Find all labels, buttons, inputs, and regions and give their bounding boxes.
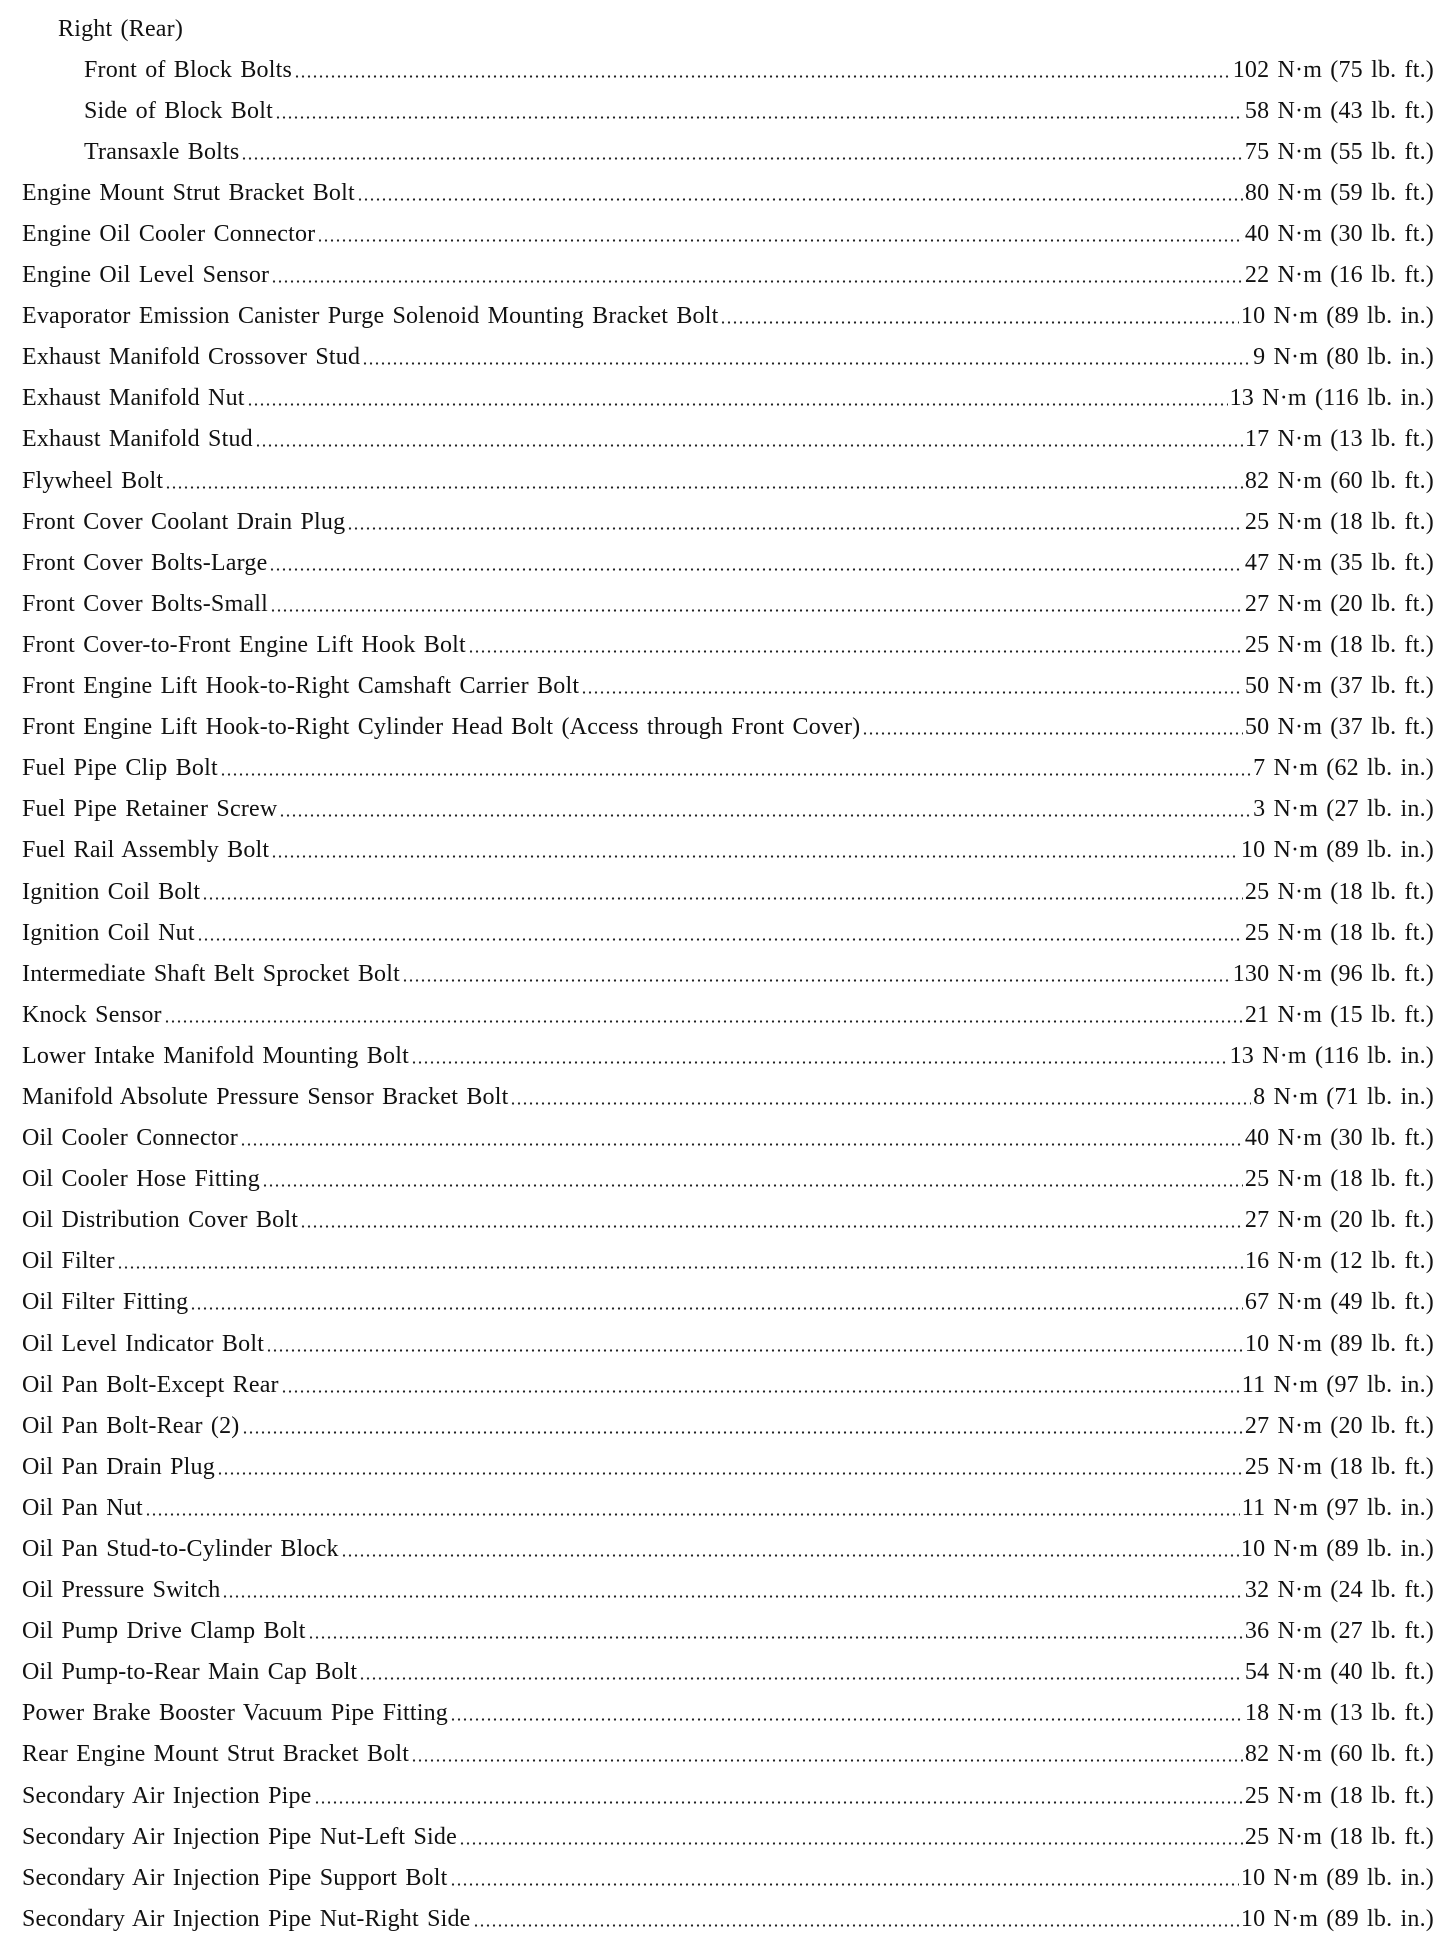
spec-label: Knock Sensor (22, 1001, 162, 1028)
spec-label: Intermediate Shaft Belt Sprocket Bolt (22, 960, 400, 987)
dot-leader (275, 99, 1243, 123)
dot-leader (145, 1496, 1240, 1520)
dot-leader (581, 674, 1243, 698)
dot-leader (411, 1044, 1228, 1068)
spec-value: 13 N·m (116 lb. in.) (1229, 385, 1434, 412)
dot-leader (359, 1660, 1243, 1684)
dot-leader (473, 1907, 1239, 1931)
spec-label: Secondary Air Injection Pipe Nut-Right Side (22, 1905, 471, 1932)
spec-value: 50 N·m (37 lb. ft.) (1244, 714, 1434, 741)
dot-leader (468, 633, 1243, 657)
spec-row-9 (22, 378, 1434, 419)
spec-value: 54 N·m (40 lb. ft.) (1244, 1659, 1434, 1686)
spec-label: Engine Oil Cooler Connector (22, 221, 316, 248)
dot-leader (862, 715, 1243, 739)
spec-label: Power Brake Booster Vacuum Pipe Fitting (22, 1700, 448, 1727)
dot-leader (314, 1784, 1243, 1808)
spec-row-23 (22, 953, 1434, 994)
spec-row-1 (22, 49, 1434, 90)
spec-row-37 (22, 1528, 1434, 1569)
spec-label: Evaporator Emission Canister Purge Solenoid Mounting Bracket Bolt (22, 303, 719, 330)
spec-label: Secondary Air Injection Pipe Nut-Left Side (22, 1823, 457, 1850)
spec-row-34 (22, 1405, 1434, 1446)
spec-label: Front Cover Bolts-Small (22, 590, 268, 617)
spec-row-42 (22, 1734, 1434, 1775)
dot-leader (255, 427, 1243, 451)
spec-label: Front Cover Bolts-Large (22, 549, 268, 576)
dot-leader (347, 510, 1243, 534)
dot-leader (190, 1290, 1243, 1314)
spec-label: Oil Filter (22, 1248, 115, 1275)
spec-value: 25 N·m (18 lb. ft.) (1244, 1453, 1434, 1480)
spec-label: Oil Pan Drain Plug (22, 1453, 215, 1480)
spec-value: 27 N·m (20 lb. ft.) (1244, 1412, 1434, 1439)
spec-value: 21 N·m (15 lb. ft.) (1244, 1001, 1434, 1028)
spec-row-33 (22, 1364, 1434, 1405)
dot-leader (164, 1003, 1243, 1027)
spec-value: 75 N·m (55 lb. ft.) (1244, 138, 1434, 165)
spec-row-31 (22, 1282, 1434, 1323)
spec-value: 32 N·m (24 lb. ft.) (1244, 1577, 1434, 1604)
spec-value: 11 N·m (97 lb. in.) (1241, 1494, 1434, 1521)
spec-row-8 (22, 337, 1434, 378)
spec-row-19 (22, 789, 1434, 830)
spec-value: 58 N·m (43 lb. ft.) (1244, 97, 1434, 124)
dot-leader (281, 1373, 1240, 1397)
spec-row-18 (22, 748, 1434, 789)
spec-row-38 (22, 1570, 1434, 1611)
spec-label: Oil Cooler Hose Fitting (22, 1166, 260, 1193)
spec-label: Lower Intake Manifold Mounting Bolt (22, 1042, 409, 1069)
spec-label: Fuel Pipe Retainer Screw (22, 796, 278, 823)
dot-leader (357, 181, 1243, 205)
spec-row-16 (22, 666, 1434, 707)
spec-row-39 (22, 1611, 1434, 1652)
dot-leader (240, 1126, 1243, 1150)
spec-value: 25 N·m (18 lb. ft.) (1244, 919, 1434, 946)
spec-row-4 (22, 172, 1434, 213)
spec-row-25 (22, 1035, 1434, 1076)
spec-value: 25 N·m (18 lb. ft.) (1244, 631, 1434, 658)
spec-row-28 (22, 1159, 1434, 1200)
spec-label: Exhaust Manifold Stud (22, 426, 253, 453)
spec-label: Oil Pressure Switch (22, 1577, 221, 1604)
spec-row-15 (22, 624, 1434, 665)
dot-leader (217, 1455, 1243, 1479)
spec-value: 82 N·m (60 lb. ft.) (1244, 467, 1434, 494)
spec-row-17 (22, 707, 1434, 748)
spec-label: Front Cover Coolant Drain Plug (22, 508, 346, 535)
spec-value: 25 N·m (18 lb. ft.) (1244, 1823, 1434, 1850)
spec-row-5 (22, 213, 1434, 254)
spec-label: Manifold Absolute Pressure Sensor Bracket Bolt (22, 1083, 509, 1110)
dot-leader (317, 222, 1243, 246)
spec-label: Front Cover-to-Front Engine Lift Hook Bolt (22, 631, 466, 658)
spec-label: Oil Pump-to-Rear Main Cap Bolt (22, 1659, 358, 1686)
spec-value: 130 N·m (96 lb. ft.) (1232, 960, 1434, 987)
spec-label: Oil Pan Nut (22, 1494, 143, 1521)
spec-label: Secondary Air Injection Pipe Support Bolt (22, 1864, 448, 1891)
spec-value: 8 N·m (71 lb. in.) (1253, 1083, 1434, 1110)
spec-row-6 (22, 255, 1434, 296)
dot-leader (222, 1578, 1242, 1602)
dot-leader (242, 1414, 1243, 1438)
spec-row-26 (22, 1076, 1434, 1117)
spec-label: Engine Mount Strut Bracket Bolt (22, 179, 355, 206)
dot-leader (271, 263, 1243, 287)
spec-row-35 (22, 1446, 1434, 1487)
spec-value: 9 N·m (80 lb. in.) (1253, 344, 1434, 371)
spec-label: Oil Level Indicator Bolt (22, 1330, 265, 1357)
dot-leader (450, 1866, 1239, 1890)
dot-leader (510, 1085, 1251, 1109)
spec-row-22 (22, 912, 1434, 953)
spec-value: 7 N·m (62 lb. in.) (1253, 755, 1434, 782)
spec-value: 25 N·m (18 lb. ft.) (1244, 1782, 1434, 1809)
spec-label: Ignition Coil Nut (22, 919, 195, 946)
spec-value: 10 N·m (89 lb. in.) (1240, 1864, 1434, 1891)
dot-leader (266, 1332, 1243, 1356)
spec-value: 25 N·m (18 lb. ft.) (1244, 508, 1434, 535)
spec-row-3 (22, 131, 1434, 172)
spec-row-27 (22, 1118, 1434, 1159)
dot-leader (247, 386, 1228, 410)
spec-label: Secondary Air Injection Pipe (22, 1782, 312, 1809)
spec-label: Front Engine Lift Hook-to-Right Camshaft Carrier Bolt (22, 673, 580, 700)
dot-leader (279, 797, 1251, 821)
spec-row-13 (22, 542, 1434, 583)
spec-value: 22 N·m (16 lb. ft.) (1244, 262, 1434, 289)
dot-leader (459, 1825, 1243, 1849)
spec-row-44 (22, 1816, 1434, 1857)
spec-row-30 (22, 1241, 1434, 1282)
spec-value: 17 N·m (13 lb. ft.) (1244, 426, 1434, 453)
spec-value: 25 N·m (18 lb. ft.) (1244, 878, 1434, 905)
spec-row-41 (22, 1693, 1434, 1734)
spec-row-40 (22, 1652, 1434, 1693)
dot-leader (411, 1742, 1243, 1766)
section-heading-label: Right (Rear) (58, 15, 184, 42)
spec-value: 16 N·m (12 lb. ft.) (1244, 1248, 1434, 1275)
spec-label: Fuel Pipe Clip Bolt (22, 755, 218, 782)
dot-leader (450, 1701, 1243, 1725)
spec-row-20 (22, 830, 1434, 871)
spec-row-21 (22, 871, 1434, 912)
spec-label: Exhaust Manifold Crossover Stud (22, 344, 361, 371)
spec-label: Oil Distribution Cover Bolt (22, 1207, 299, 1234)
spec-value: 36 N·m (27 lb. ft.) (1244, 1618, 1434, 1645)
dot-leader (270, 592, 1243, 616)
spec-value: 11 N·m (97 lb. in.) (1241, 1371, 1434, 1398)
spec-value: 10 N·m (89 lb. in.) (1240, 1905, 1434, 1932)
dot-leader (241, 140, 1242, 164)
spec-row-2 (22, 90, 1434, 131)
dot-leader (197, 921, 1243, 945)
spec-row-43 (22, 1775, 1434, 1816)
spec-value: 13 N·m (116 lb. in.) (1229, 1042, 1434, 1069)
dot-leader (308, 1619, 1243, 1643)
dot-leader (402, 962, 1231, 986)
spec-value: 3 N·m (27 lb. in.) (1253, 796, 1434, 823)
spec-row-11 (22, 460, 1434, 501)
spec-value: 10 N·m (89 lb. in.) (1240, 837, 1434, 864)
spec-value: 18 N·m (13 lb. ft.) (1244, 1700, 1434, 1727)
spec-label: Ignition Coil Bolt (22, 878, 201, 905)
dot-leader (202, 880, 1243, 904)
dot-leader (341, 1537, 1239, 1561)
dot-leader (117, 1249, 1243, 1273)
spec-label: Flywheel Bolt (22, 467, 164, 494)
spec-value: 47 N·m (35 lb. ft.) (1244, 549, 1434, 576)
spec-row-29 (22, 1200, 1434, 1241)
dot-leader (269, 551, 1242, 575)
spec-value: 27 N·m (20 lb. ft.) (1244, 590, 1434, 617)
spec-row-32 (22, 1323, 1434, 1364)
spec-value: 40 N·m (30 lb. ft.) (1244, 1125, 1434, 1152)
spec-row-24 (22, 994, 1434, 1035)
spec-row-10 (22, 419, 1434, 460)
spec-value: 67 N·m (49 lb. ft.) (1244, 1289, 1434, 1316)
spec-label: Front of Block Bolts (84, 56, 293, 83)
dot-leader (262, 1167, 1243, 1191)
spec-row-46 (22, 1898, 1434, 1939)
spec-label: Oil Pan Stud-to-Cylinder Block (22, 1536, 339, 1563)
spec-row-14 (22, 583, 1434, 624)
spec-value: 27 N·m (20 lb. ft.) (1244, 1207, 1434, 1234)
dot-leader (165, 469, 1243, 493)
spec-label: Exhaust Manifold Nut (22, 385, 245, 412)
spec-row-12 (22, 501, 1434, 542)
spec-value: 10 N·m (89 lb. ft.) (1244, 1330, 1434, 1357)
dot-leader (271, 838, 1239, 862)
spec-row-36 (22, 1487, 1434, 1528)
spec-label: Oil Pump Drive Clamp Bolt (22, 1618, 306, 1645)
torque-spec-list (22, 8, 1434, 1939)
spec-label: Rear Engine Mount Strut Bracket Bolt (22, 1741, 410, 1768)
dot-leader (362, 345, 1251, 369)
dot-leader (220, 756, 1251, 780)
spec-label: Engine Oil Level Sensor (22, 262, 270, 289)
spec-label: Oil Pan Bolt-Rear (2) (22, 1412, 240, 1439)
section-heading (22, 8, 1434, 49)
spec-value: 102 N·m (75 lb. ft.) (1232, 56, 1434, 83)
spec-label: Front Engine Lift Hook-to-Right Cylinder Head Bolt (Access through Front Cover) (22, 714, 861, 741)
dot-leader (300, 1208, 1243, 1232)
spec-label: Side of Block Bolt (84, 97, 273, 124)
spec-value: 10 N·m (89 lb. in.) (1240, 1536, 1434, 1563)
spec-label: Transaxle Bolts (84, 138, 240, 165)
spec-value: 80 N·m (59 lb. ft.) (1244, 179, 1434, 206)
spec-value: 10 N·m (89 lb. in.) (1240, 303, 1434, 330)
spec-row-45 (22, 1857, 1434, 1898)
dot-leader (720, 304, 1238, 328)
spec-label: Oil Cooler Connector (22, 1125, 238, 1152)
spec-label: Oil Filter Fitting (22, 1289, 189, 1316)
dot-leader (294, 58, 1231, 82)
spec-value: 25 N·m (18 lb. ft.) (1244, 1166, 1434, 1193)
spec-value: 50 N·m (37 lb. ft.) (1244, 673, 1434, 700)
spec-value: 82 N·m (60 lb. ft.) (1244, 1741, 1434, 1768)
spec-label: Oil Pan Bolt-Except Rear (22, 1371, 279, 1398)
spec-value: 40 N·m (30 lb. ft.) (1244, 221, 1434, 248)
spec-label: Fuel Rail Assembly Bolt (22, 837, 270, 864)
spec-row-7 (22, 296, 1434, 337)
